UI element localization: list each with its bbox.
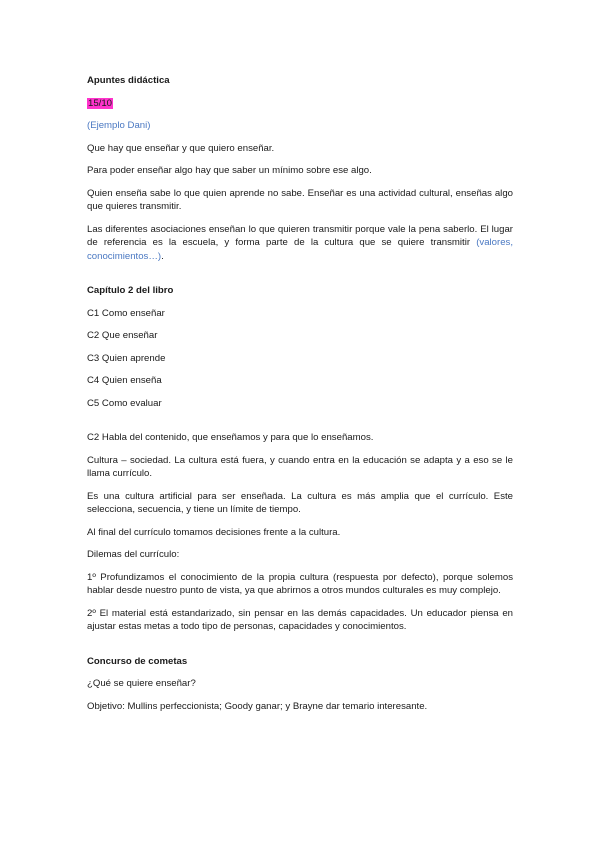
paragraph: Quien enseña sabe lo que quien aprende no sabe. Enseñar es una actividad cultural, enseñas algo que quieres transmitir.	[87, 187, 513, 212]
paragraph: 1º Profundizamos el conocimiento de la propia cultura (respuesta por defecto), porque solemos hablar desde nuestro punto de vista, ya que abrirnos a otros mundos culturales es muy complejo.	[87, 571, 513, 596]
highlighted-date: 15/10	[88, 97, 113, 109]
document-content	[87, 74, 513, 722]
doc-title: Apuntes didáctica	[87, 75, 170, 86]
paragraph-end: .	[161, 250, 164, 262]
chapter-item: C2 Que enseñar	[87, 330, 158, 341]
example-note: (Ejemplo Dani)	[87, 120, 151, 131]
paragraph	[87, 223, 513, 264]
paragraph: Dilemas del currículo:	[87, 549, 180, 560]
date-line	[87, 97, 513, 111]
paragraph-text: Las diferentes asociaciones enseñan lo que quieren transmitir porque vale la pena saberlo. El lugar de referencia es la escuela, y forma parte de la cultura que se quiere transmitir	[87, 223, 513, 248]
chapter-item: C4 Quien enseña	[87, 375, 162, 386]
chapter-heading: Capítulo 2 del libro	[87, 285, 174, 296]
paragraph: 2º El material está estandarizado, sin pensar en las demás capacidades. Un educador piensa en ajustar estas metas a todo tipo de personas, capacidades y conocimientos.	[87, 607, 513, 632]
paragraph: Que hay que enseñar y que quiero enseñar.	[87, 142, 275, 154]
paragraph: ¿Qué se quiere enseñar?	[87, 678, 196, 689]
concurso-heading: Concurso de cometas	[87, 655, 188, 667]
paragraph: Es una cultura artificial para ser enseñada. La cultura es más amplia que el currículo. Este selecciona, secuencia, y tiene un límite de tiempo.	[87, 490, 513, 515]
paragraph: Cultura – sociedad. La cultura está fuera, y cuando entra en la educación se adapta y a eso se le llama currículo.	[87, 454, 513, 479]
chapter-item: C5 Como evaluar	[87, 397, 162, 409]
paragraph: Para poder enseñar algo hay que saber un mínimo sobre ese algo.	[87, 165, 372, 176]
paragraph: C2 Habla del contenido, que enseñamos y para que lo enseñamos.	[87, 432, 374, 443]
paragraph: Objetivo: Mullins perfeccionista; Goody ganar; y Brayne dar temario interesante.	[87, 700, 428, 712]
paragraph: Al final del currículo tomamos decisiones frente a la cultura.	[87, 526, 341, 538]
chapter-item: C1 Como enseñar	[87, 307, 165, 319]
blue-aside: (valores, conocimientos…)	[87, 237, 513, 262]
chapter-item: C3 Quien aprende	[87, 352, 166, 364]
